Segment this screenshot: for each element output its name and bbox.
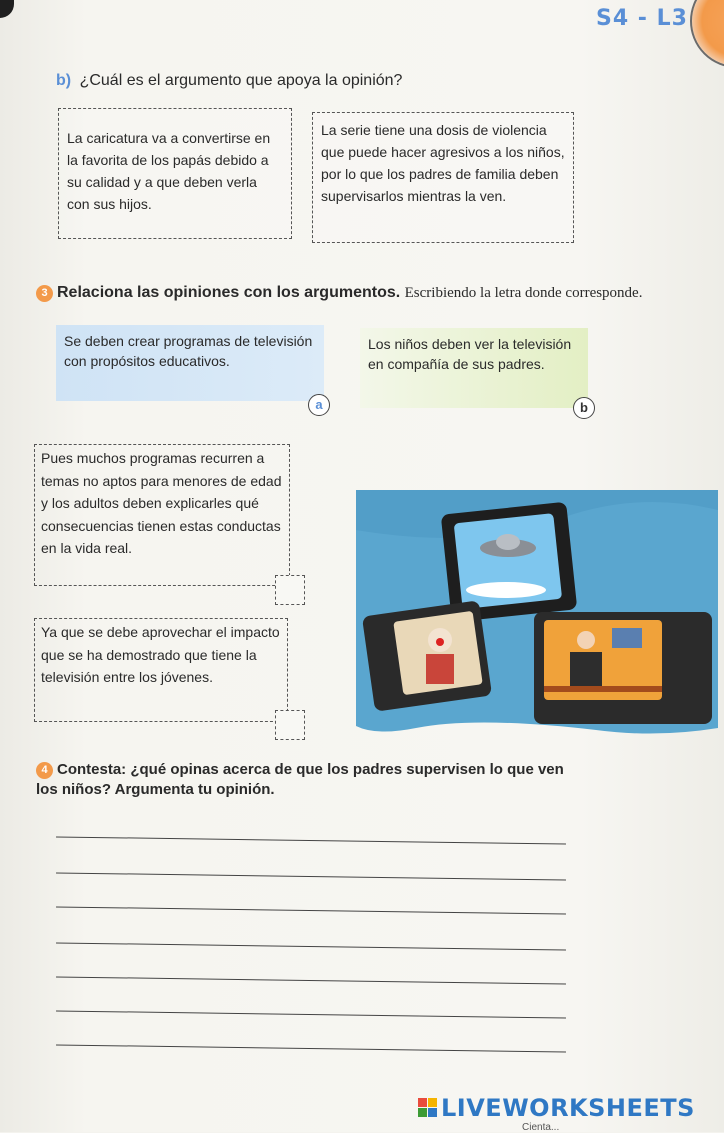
question-b: [56, 72, 402, 90]
answer-line-6[interactable]: [56, 1010, 566, 1018]
question-text: ¿Cuál es el argumento que apoya la opinión?: [79, 72, 403, 89]
argument-1: Pues muchos programas recurren a temas no aptos para menores de edad y los adultos deben explicarles qué consecuencias tienen estas conductas en la vida real.: [34, 444, 290, 586]
decorative-circle: [690, 0, 724, 68]
opinion-a: Se deben crear programas de televisión con propósitos educativos.: [56, 325, 324, 401]
section-3-instruction: Escribiendo la letra donde corresponde.: [404, 285, 643, 301]
answer-box-2[interactable]: [275, 710, 305, 740]
argument-option-2[interactable]: La serie tiene una dosis de violencia que puede hacer agresivos a los niños, por lo que los padres de familia deben supervisarlos mientras la ven.: [312, 112, 574, 243]
answer-line-2[interactable]: [56, 872, 566, 880]
section-4-text: Contesta: ¿qué opinas acerca de que los padres supervisen lo que ven los niños? Argumenta tu opinión.: [36, 761, 564, 798]
page-corner: [0, 0, 14, 18]
liveworksheets-logo-icon: [418, 1098, 438, 1118]
watermark-text: LIVEWORKSHEETS: [441, 1094, 695, 1122]
section-3-title: [36, 284, 642, 302]
section-number-badge-4: 4: [36, 762, 53, 779]
answer-line-3[interactable]: [56, 906, 566, 914]
opinion-b-letter: b: [573, 397, 595, 419]
answer-line-5[interactable]: [56, 976, 566, 984]
footer-text: Cienta...: [522, 1122, 560, 1133]
answer-line-1[interactable]: [56, 836, 566, 844]
section-4: [36, 760, 576, 800]
argument-2: Ya que se debe aprovechar el impacto que se ha demostrado que tiene la televisión entre los jóvenes.: [34, 618, 288, 722]
opinion-b: Los niños deben ver la televisión en compañía de sus padres.: [360, 328, 588, 408]
argument-option-1[interactable]: La caricatura va a convertirse en la favorita de los papás debido a su calidad y a que deben verla con sus hijos.: [58, 108, 292, 239]
liveworksheets-watermark: [418, 1094, 695, 1122]
lesson-code: S4 - L3: [596, 6, 688, 31]
tv-clown: [362, 600, 492, 711]
answer-line-4[interactable]: [56, 942, 566, 950]
question-letter: b): [56, 72, 72, 89]
answer-box-1[interactable]: [275, 575, 305, 605]
tv-news: [534, 612, 712, 724]
section-number-badge: 3: [36, 285, 53, 302]
answer-line-7[interactable]: [56, 1044, 566, 1052]
section-3-heading: Relaciona las opiniones con los argumentos.: [57, 284, 401, 301]
tv-illustration: [356, 490, 718, 738]
opinion-a-letter: a: [308, 394, 330, 416]
